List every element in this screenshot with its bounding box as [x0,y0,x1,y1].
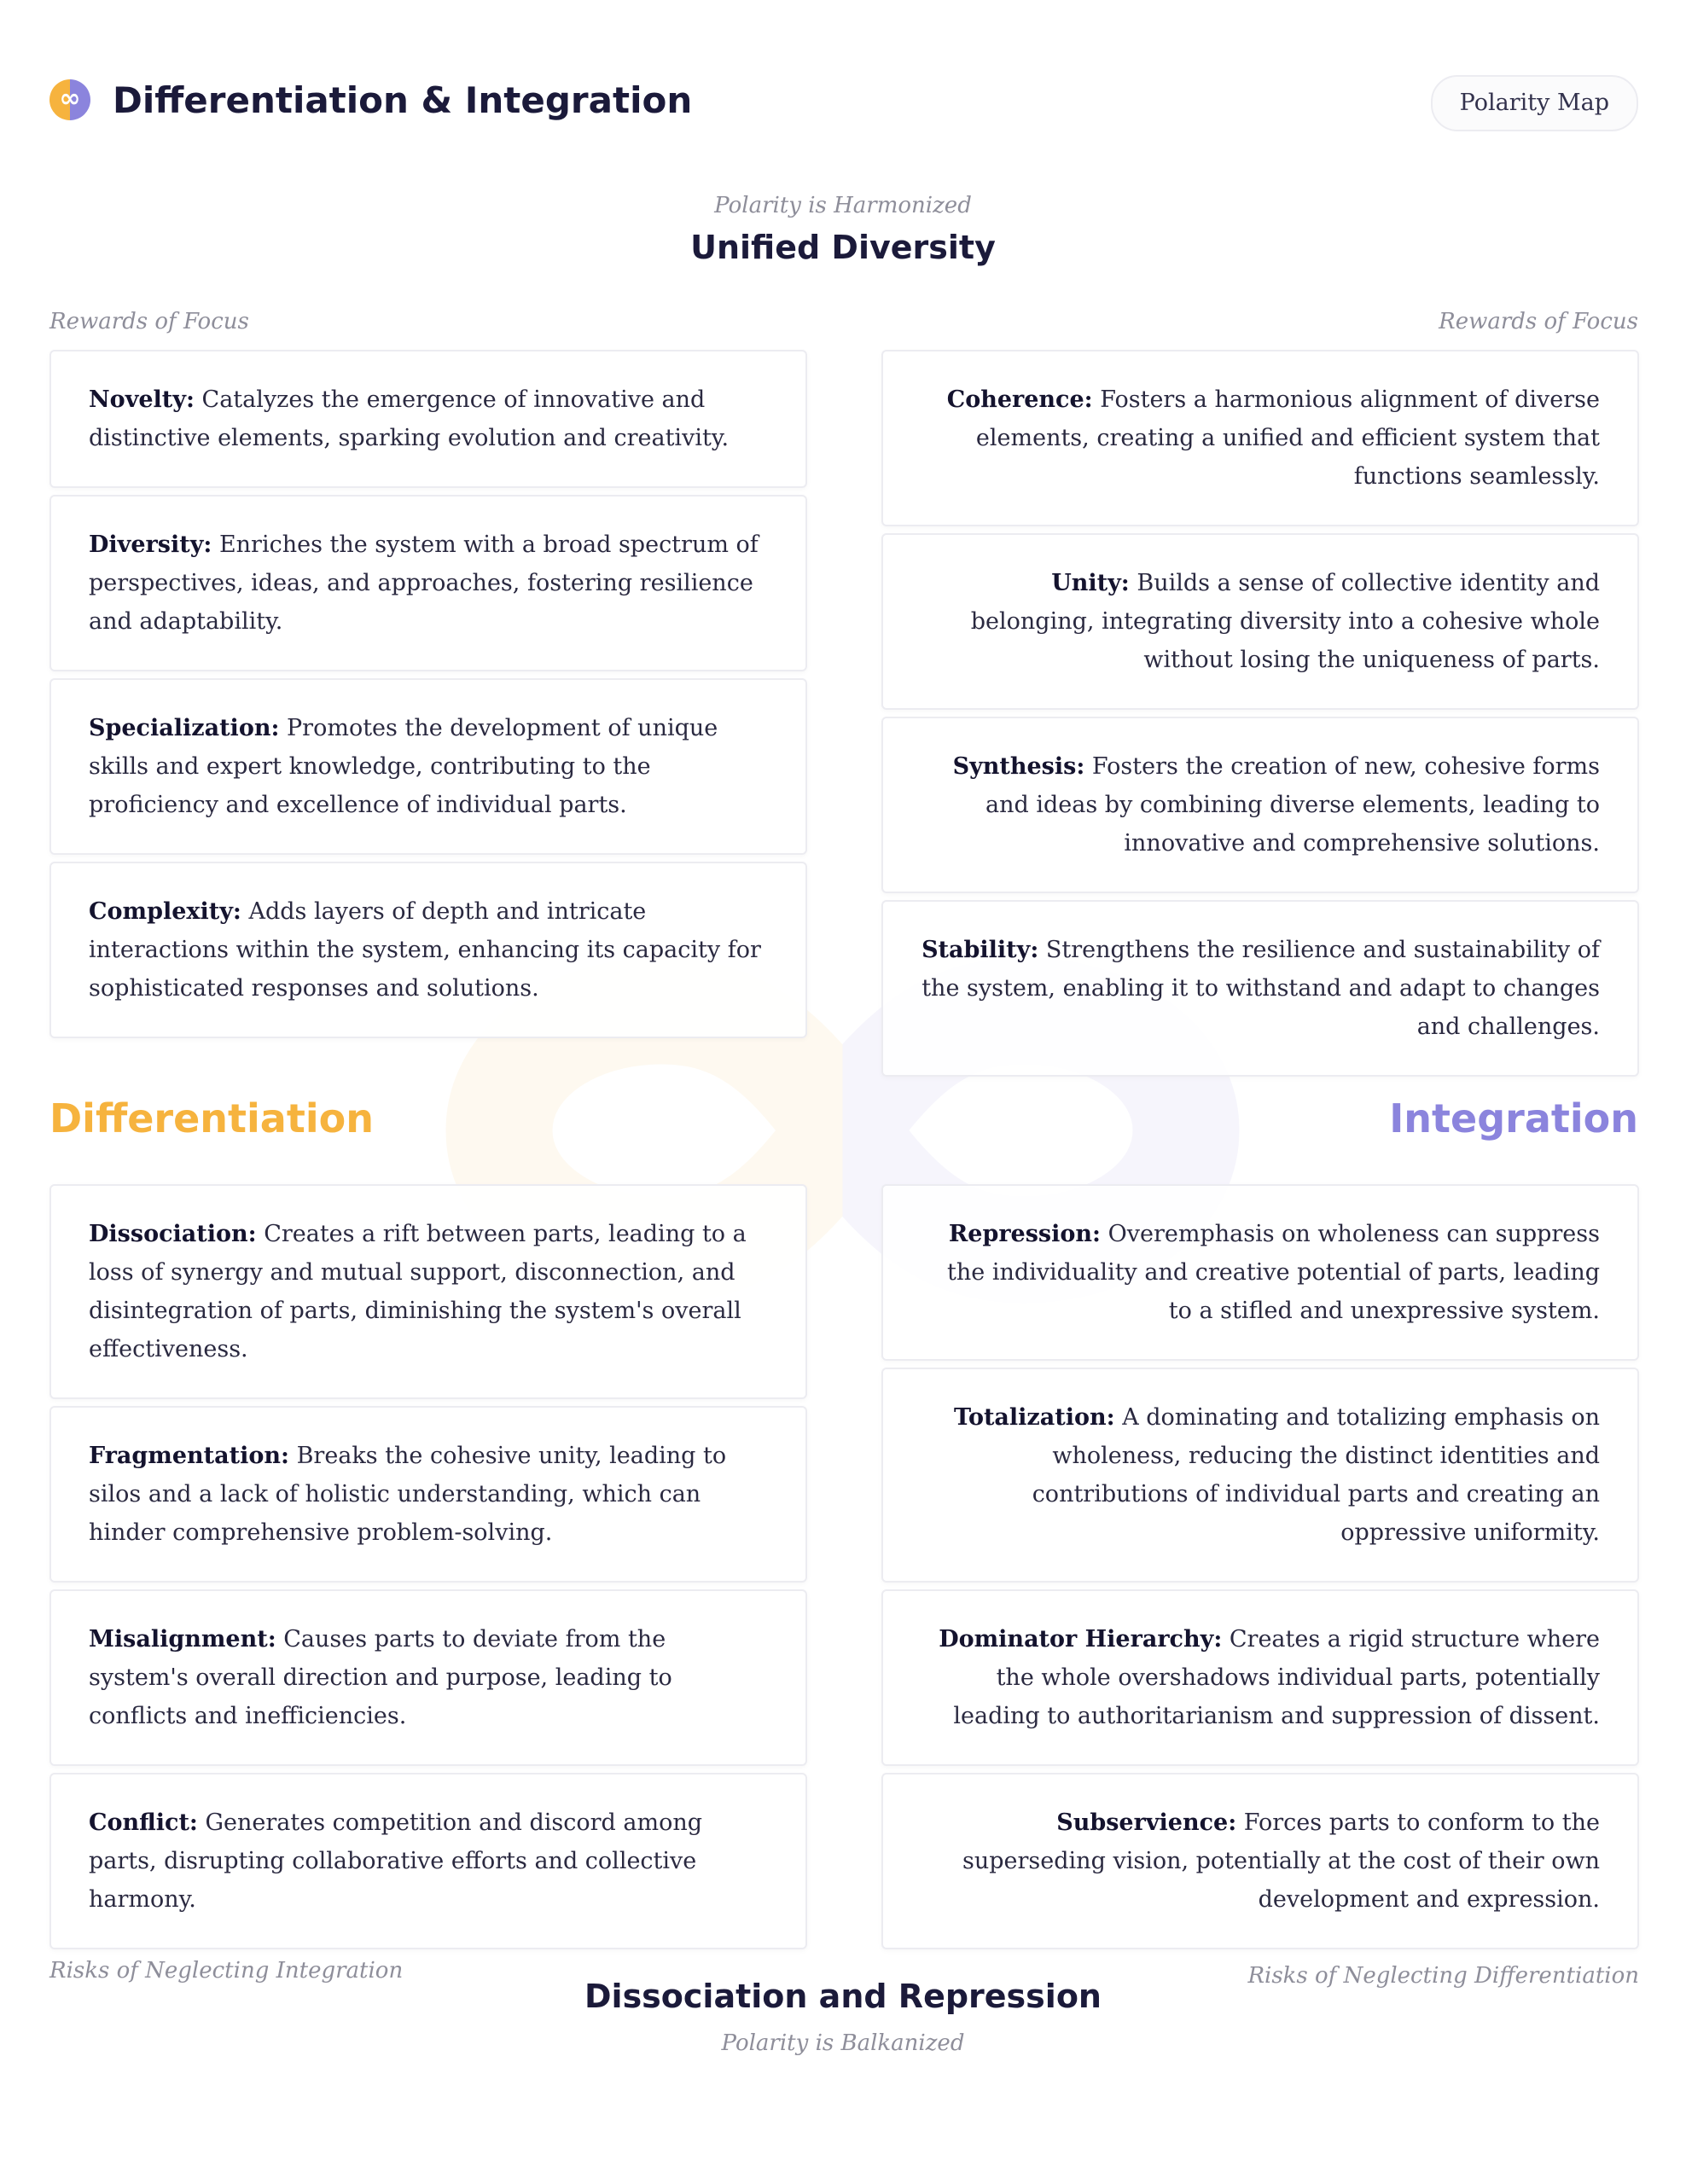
reward-card-complexity [49,862,807,1038]
card-text: Creates a rift between parts, leading to a loss of synergy and mutual support, disconnection, and disintegration of parts, diminishing the system's overall effectiveness. [89,1221,747,1362]
card-term: Dissociation: [89,1221,257,1247]
card-text: A dominating and totalizing emphasis on wholeness, reducing the distinct identities and contributions of individual parts and creating an oppressive uniformity. [1032,1404,1600,1546]
card-text: Fosters a harmonious alignment of diverse elements, creating a unified and efficient system that functions seamlessly. [975,386,1600,490]
card-term: Subservience: [1056,1809,1237,1836]
reward-card-novelty [49,350,807,488]
card-text: Overemphasis on wholeness can suppress the individuality and creative potential of parts, leading to a stifled and unexpressive system. [947,1221,1600,1324]
card-text: Fosters the creation of new, cohesive forms and ideas by combining diverse elements, leading to innovative and comprehensive solutions. [985,753,1600,857]
polarity-map-badge[interactable]: Polarity Map [1431,75,1638,131]
top-title: Unified Diversity [690,229,996,266]
card-term: Unity: [1051,570,1130,596]
card-term: Fragmentation: [89,1443,289,1469]
card-text: Causes parts to deviate from the system's overall direction and purpose, leading to conflicts and inefficiencies. [89,1626,672,1729]
reward-card-diversity [49,495,807,671]
risk-card-repression [881,1184,1639,1361]
left-rewards-label: Rewards of Focus [49,309,249,334]
card-term: Repression: [948,1221,1101,1247]
risk-card-dominator-hierarchy [881,1589,1639,1766]
reward-card-stability [881,900,1639,1077]
card-term: Synthesis: [952,753,1085,780]
risk-card-fragmentation [49,1406,807,1583]
left-risks-list [49,1184,807,1984]
risk-card-totalization [881,1368,1639,1583]
card-text: Builds a sense of collective identity and belonging, integrating diversity into a cohesive whole without losing the uniqueness of parts. [970,570,1600,673]
risk-card-dissociation [49,1184,807,1399]
reward-card-synthesis [881,717,1639,893]
card-text: Strengthens the resilience and sustainability of the system, enabling it to withstand and adapt to changes and challenges. [921,937,1600,1040]
card-term: Misalignment: [89,1626,276,1653]
risk-card-subservience [881,1773,1639,1949]
card-text: Adds layers of depth and intricate interactions within the system, enhancing its capacity for sophisticated responses and solutions. [89,898,761,1002]
card-term: Complexity: [89,898,241,925]
right-rewards-list [881,350,1639,1083]
risk-card-conflict [49,1773,807,1949]
card-term: Coherence: [946,386,1093,413]
card-text: Breaks the cohesive unity, leading to silos and a lack of holistic understanding, which can hinder comprehensive problem-solving. [89,1443,727,1546]
right-rewards-label: Rewards of Focus [1439,309,1638,334]
infinity-logo-icon: ∞ [49,79,90,120]
page-title: Differentiation & Integration [113,79,693,121]
card-text: Promotes the development of unique skills and expert knowledge, contributing to the proficiency and excellence of individual parts. [89,715,718,818]
card-text: Forces parts to conform to the superseding vision, potentially at the cost of their own development and expression. [962,1809,1600,1913]
header [49,75,1638,126]
right-risks-list [881,1184,1639,1989]
top-caption: Polarity is Harmonized [714,193,972,218]
card-text: Enriches the system with a broad spectrum of perspectives, ideas, and approaches, fostering resilience and adaptability. [89,531,759,635]
card-text: Creates a rigid structure where the whole overshadows individual parts, potentially leading to authoritarianism and suppression of dissent. [953,1626,1600,1729]
card-term: Novelty: [89,386,195,413]
bottom-title: Dissociation and Repression [584,1978,1102,2015]
card-text: Catalyzes the emergence of innovative and distinctive elements, sparking evolution and creativity. [89,386,730,451]
card-term: Conflict: [89,1809,198,1836]
card-term: Stability: [921,937,1039,963]
card-term: Totalization: [953,1404,1115,1431]
bottom-caption: Polarity is Balkanized [721,2030,965,2056]
reward-card-coherence [881,350,1639,526]
left-rewards-list [49,350,807,1045]
integration-pole-title: Integration [1389,1095,1638,1141]
card-term: Dominator Hierarchy: [939,1626,1223,1653]
card-term: Diversity: [89,531,212,558]
card-text: Generates competition and discord among parts, disrupting collaborative efforts and collective harmony. [89,1809,703,1913]
card-term: Specialization: [89,715,280,741]
left-risks-label: Risks of Neglecting Integration [49,1958,404,1984]
differentiation-pole-title: Differentiation [49,1095,374,1141]
risk-card-misalignment [49,1589,807,1766]
reward-card-unity [881,533,1639,710]
reward-card-specialization [49,678,807,855]
right-risks-label: Risks of Neglecting Differentiation [1247,1963,1639,1989]
